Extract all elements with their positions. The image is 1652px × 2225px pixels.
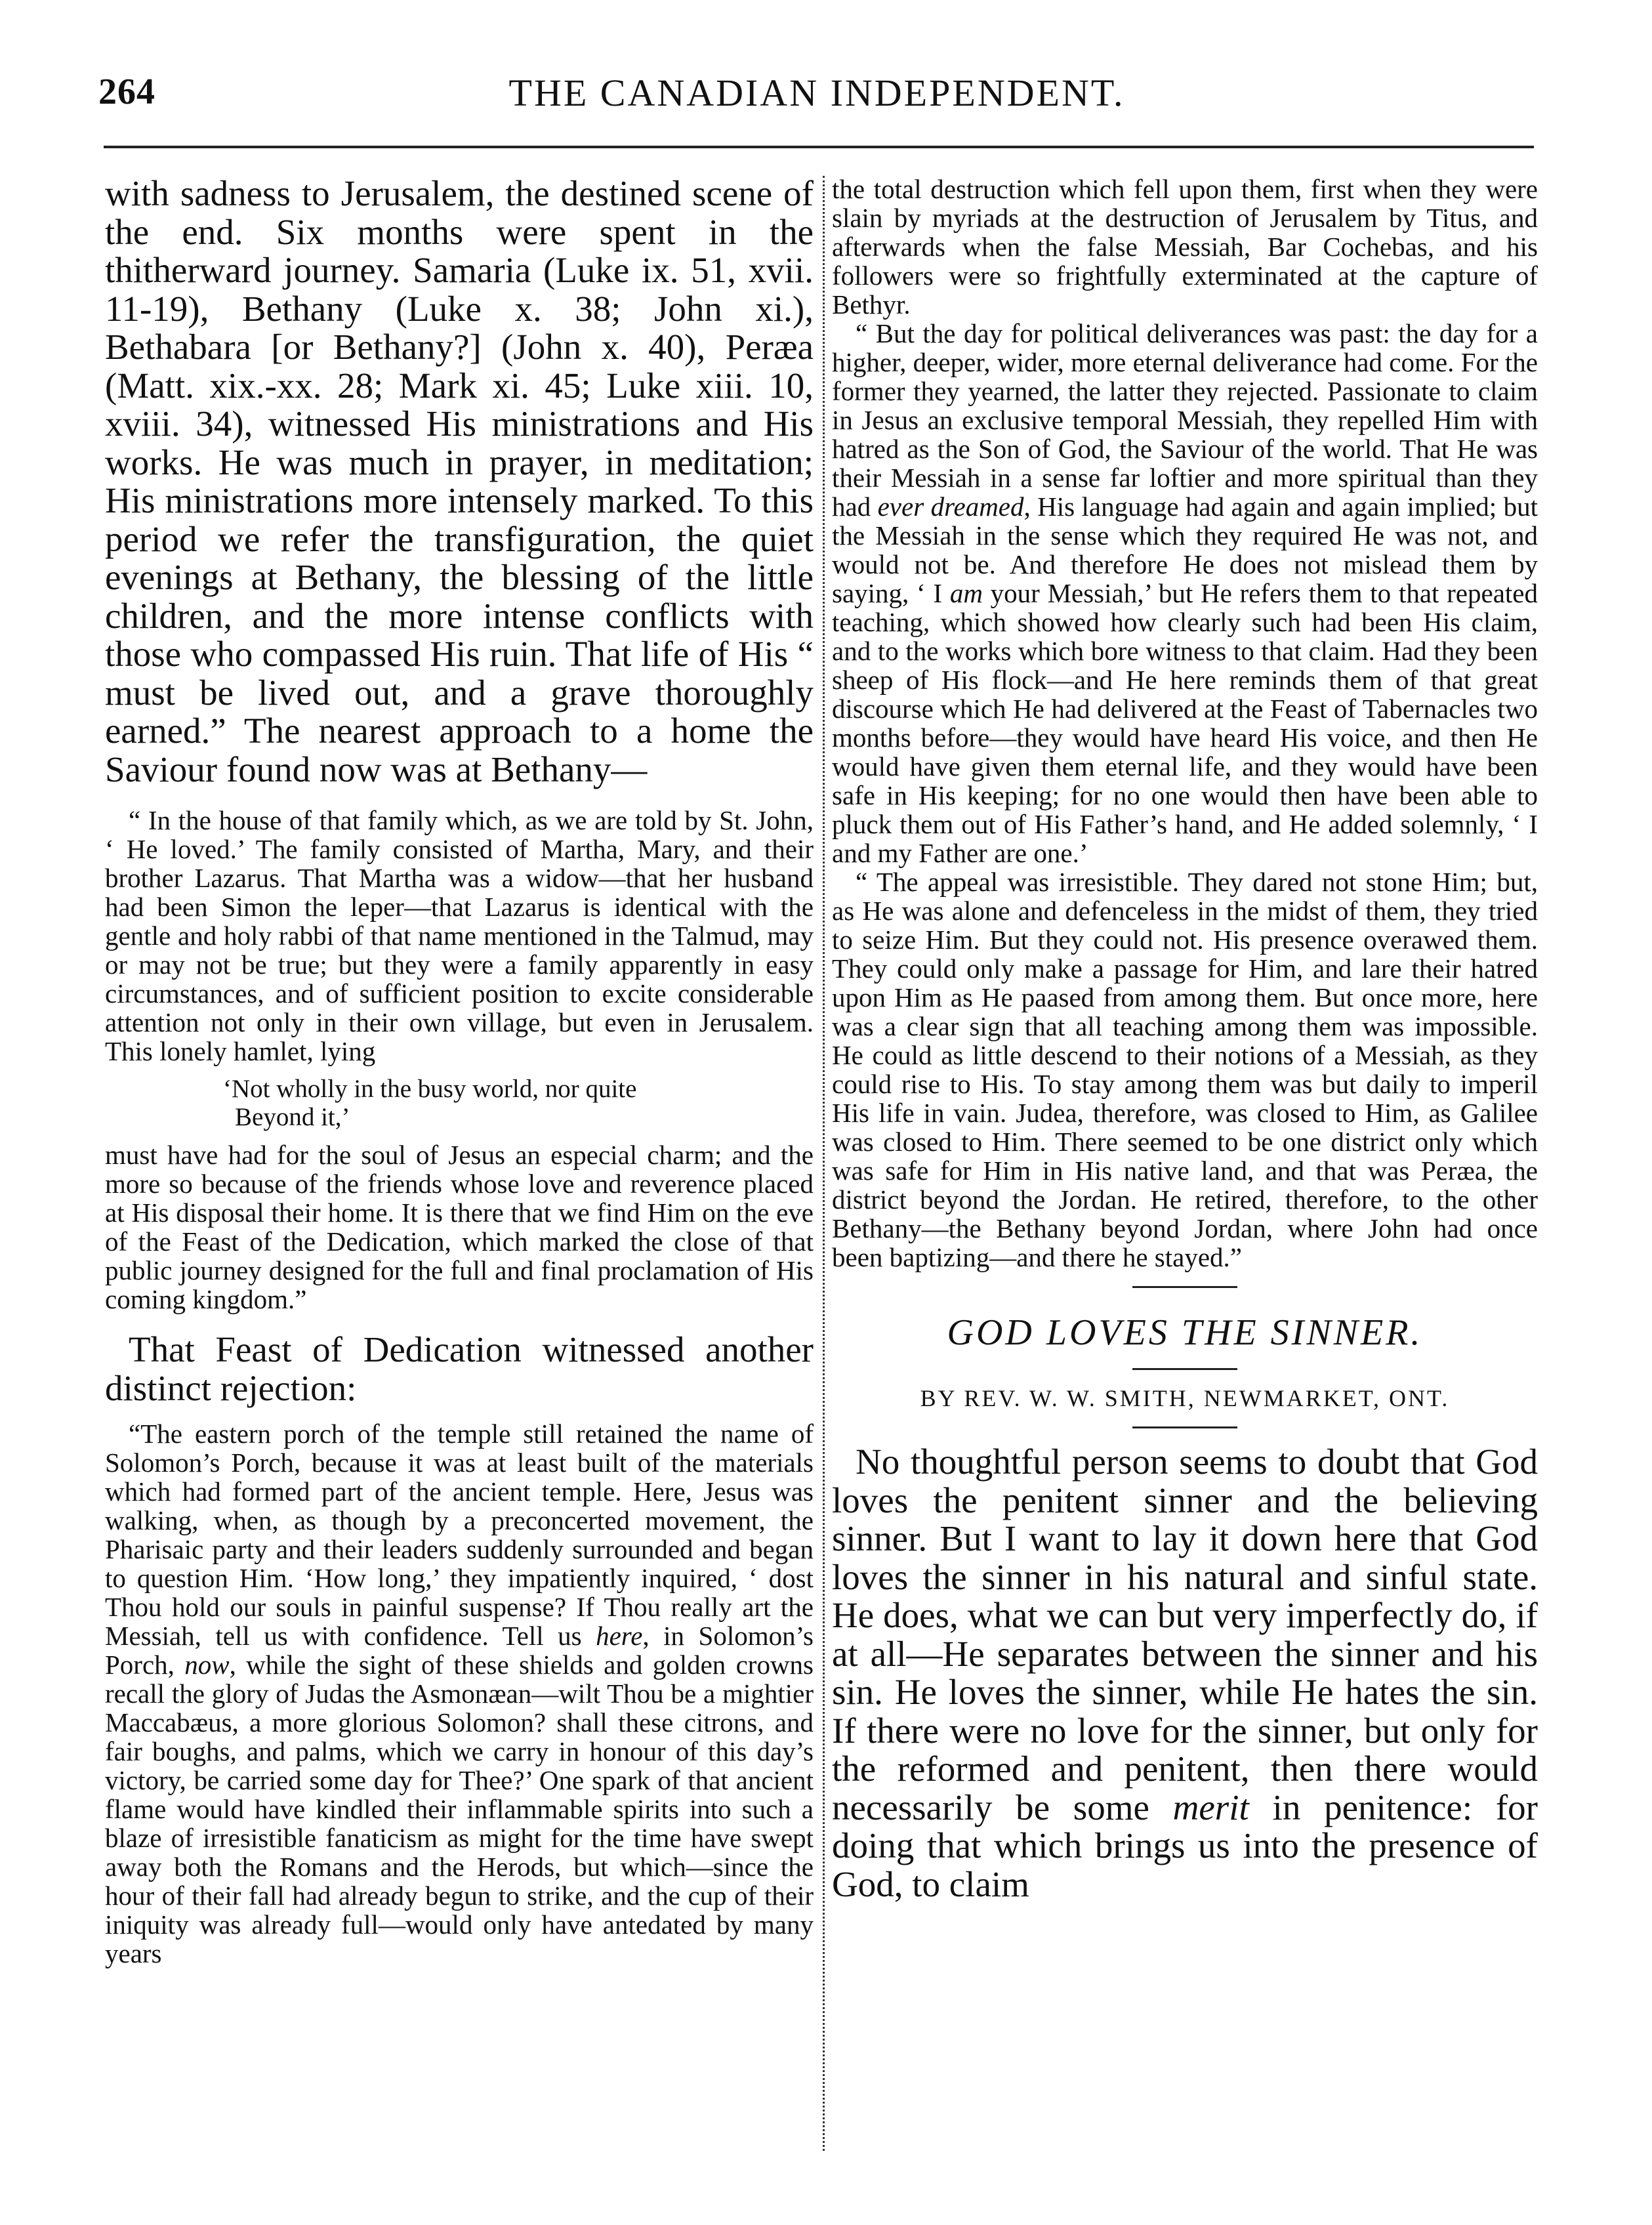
left-column [105, 175, 814, 1968]
article-title: GOD LOVES THE SINNER. [947, 1312, 1423, 1353]
quoted-paragraph: “ In the house of that family which, as we are told by St. John, ‘ He loved.’ The family consisted of Martha, Mary, and their brother Lazarus. That Martha was a widow—that her husband had been Simon the leper—that Lazarus is identical with the gentle and holy rabbi of that name mentioned in the Talmud, may or may not be true; but they were a family apparently in easy circumstances, and of sufficient position to excite considerable attention not only in their own village, but even in Jerusalem. This lonely hamlet, lying [105, 805, 814, 1066]
article-byline: BY REV. W. W. SMITH, NEWMARKET, ONT. [920, 1385, 1450, 1411]
page-header [98, 71, 1535, 123]
quoted-paragraph: “ But the day for political deliverances was past: the day for a higher, deeper, wider, more eternal deliverance had come. For the former they yearned, the latter they rejected. Passionate to claim in Jesus an exclusive temporal Messiah, they repelled Him with hatred as the Son of God, the Saviour of the world. That He was their Messiah in a sense far loftier and more spiritual than they had ever dreamed, His language had again and again implied; but the Messiah in the sense which they required He was not, and would not be. And therefore He does not mislead them by saying, ‘ I am your Messiah,’ but He refers them to that repeated teaching, which showed how clearly such had been His claim, and to the works which bore witness to that claim. Had they been sheep of His flock—and He here reminds them of that great discourse which He had delivered at the Feast of Tabernacles two months before—they would have heard His voice, and then He would have given them eternal life, and they would have been safe in His keeping; for no one would then have been able to pluck them out of His Father’s hand, and He added solemnly, ‘ I and my Father are one.’ [832, 318, 1538, 868]
section-rule [1132, 1286, 1237, 1288]
quoted-paragraph: “The eastern porch of the temple still retained the name of Solomon’s Porch, because it was at least built of the materials which had formed part of the ancient temple. Here, Jesus was walking, when, as though by a preconcerted movement, the Pharisaic party and their leaders suddenly surrounded and began to question Him. ‘How long,’ they impatiently inquired, ‘ dost Thou hold our souls in painful suspense? If Thou really art the Messiah, tell us with confidence. Tell us here, in Solomon’s Porch, now, while the sight of these shields and golden crowns recall the glory of Judas the Asmonæan—wilt Thou be a mightier Maccabæus, a more glorious Solomon? shall these citrons, and fair boughs, and palms, which we carry in honour of this day’s victory, be carried some day for Thee?’ One spark of that ancient flame would have kindled their inflammable spirits into such a blaze of irresistible fanaticism as might for the time have swept away both the Romans and the Herods, but which—since the hour of their fall had already begun to strike, and the cup of their iniquity was already full—would only have antedated by many years [105, 1419, 814, 1968]
quoted-paragraph: the total destruction which fell upon them, first when they were slain by myriads at the destruction of Jerusalem by Titus, and afterwards when the false Messiah, Bar Cochebas, and his followers were so frightfully exterminated at the capture of Bethyr. [832, 174, 1538, 320]
section-rule [1132, 1368, 1237, 1370]
quoted-paragraph: “ The appeal was irresistible. They dared not stone Him; but, as He was alone and defenceless in the midst of them, they tried to seize Him. But they could not. His presence overawed them. They could only make a passage for Him, and lare their hatred upon Him as He paased from among them. But once more, here was a clear sign that all teaching among them was impossible. He could as little descend to their notions of a Messiah, as they could rise to His. To stay among them was but daily to imperil His life in vain. Judea, therefore, was closed to Him, as Galilee was closed to Him. There seemed to be one district only which was safe for Him in His native land, and that was Peræa, the district beyond the Jordan. He retired, therefore, to the other Bethany—the Bethany beyond Jordan, where John had once been baptizing—and there he stayed.” [832, 867, 1538, 1272]
body-paragraph: That Feast of Dedication witnessed another distinct rejection: [105, 1329, 814, 1408]
quoted-paragraph: must have had for the soul of Jesus an especial charm; and the more so because of the friends whose love and reverence placed at His disposal their home. It is there that we find Him on the eve of the Feast of the Dedication, which marked the close of that public journey designed for the full and final proclamation of His coming kingdom.” [105, 1140, 814, 1314]
column-divider [823, 176, 825, 2151]
verse-line: ‘Not wholly in the busy world, nor quite [223, 1075, 637, 1103]
section-rule [1132, 1426, 1237, 1428]
right-column [832, 175, 1538, 1903]
article-paragraph: No thoughtful person seems to doubt that God loves the penitent sinner and the believing sinner. But I want to lay it down here that God loves the sinner in his natural and sinful state. He does, what we can but very imperfectly do, if at all—He separates between the sinner and his sin. He loves the sinner, while He hates the sin. If there were no love for the sinner, but only for the reformed and penitent, then there would necessarily be some merit in penitence: for doing that which brings us into the presence of God, to claim [832, 1442, 1538, 1904]
body-paragraph: with sadness to Jerusalem, the destined scene of the end. Six months were spent in the thitherward journey. Samaria (Luke ix. 51, xvii. 11-19), Bethany (Luke x. 38; John xi.), Bethabara [or Bethany?] (John x. 40), Peræa (Matt. xix.-xx. 28; Mark xi. 45; Luke xiii. 10, xviii. 34), witnessed His ministrations and His works. He was much in prayer, in meditation; His ministrations more intensely marked. To this period we refer the transfiguration, the quiet evenings at Bethany, the blessing of the little children, and the more intense conflicts with those who compassed His ruin. That life of His “ must be lived out, and a grave thoroughly earned.” The nearest approach to a home the Saviour found now was at Bethany— [105, 173, 814, 789]
verse-quote [223, 1075, 814, 1131]
header-rule [104, 146, 1534, 148]
publication-title: THE CANADIAN INDEPENDENT. [508, 72, 1125, 114]
page-number: 264 [98, 72, 155, 112]
verse-line: Beyond it,’ [235, 1103, 350, 1131]
